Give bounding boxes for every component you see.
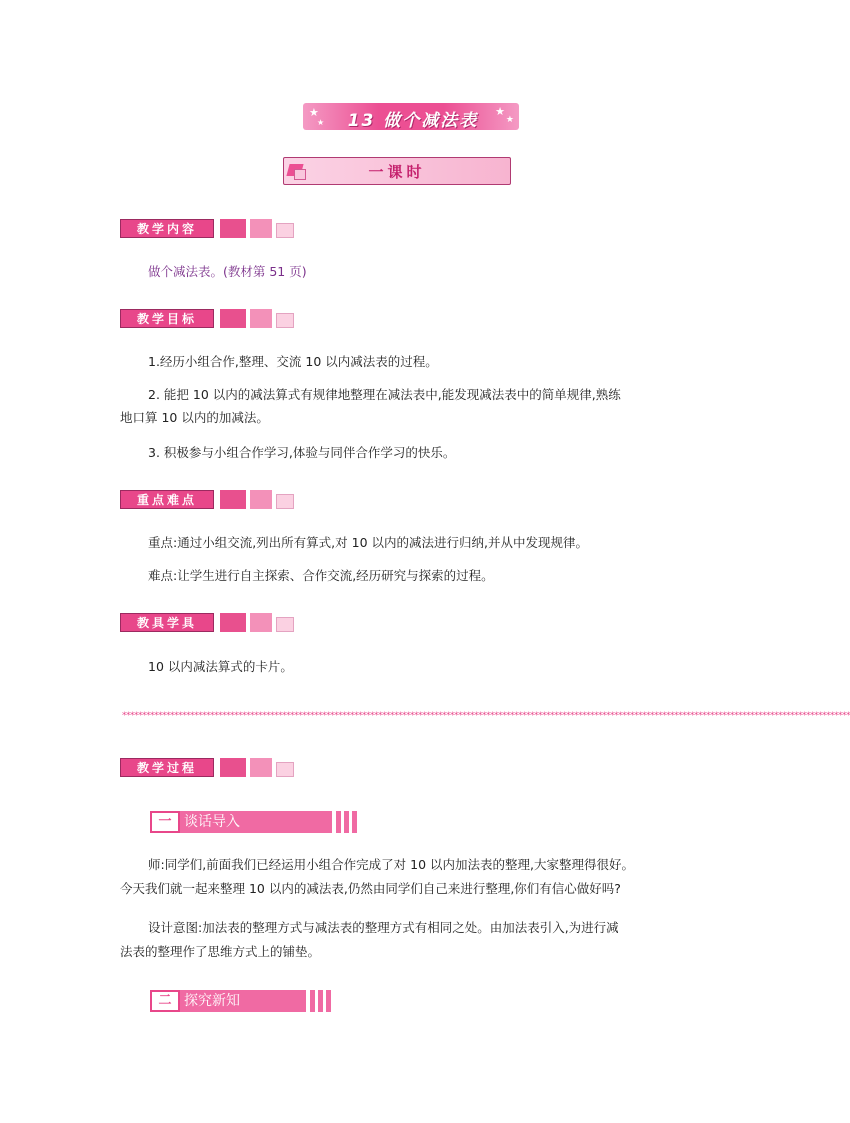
tools-text: 10 以内减法算式的卡片。: [148, 659, 293, 674]
section-label: 教具学具: [120, 613, 214, 632]
keypoint-item: 重点:通过小组交流,列出所有算式,对 10 以内的减法进行归纳,并从中发现规律。: [148, 535, 588, 550]
section-header-content: [120, 219, 214, 238]
decorative-square: [220, 613, 246, 632]
decorative-square: [220, 758, 246, 777]
content-text: 做个减法表。(教材第 51 页): [148, 264, 307, 279]
design-intent-text: 法表的整理作了思维方式上的铺垫。: [120, 944, 321, 959]
decorative-stripe: [318, 990, 323, 1012]
decorative-square: [250, 490, 272, 509]
section-label: 教学目标: [120, 309, 214, 328]
goal-item: 3. 积极参与小组合作学习,体验与同伴合作学习的快乐。: [148, 445, 456, 460]
decorative-square: [220, 309, 246, 328]
decorative-square: [276, 762, 294, 777]
decorative-stripe: [344, 811, 349, 833]
section-label: 重点难点: [120, 490, 214, 509]
star-icon: ★: [495, 105, 505, 118]
decorative-square: [276, 223, 294, 238]
decorative-square: [276, 617, 294, 632]
decorative-stripe: [336, 811, 341, 833]
decorative-square: [276, 313, 294, 328]
section-header-goals: [120, 309, 214, 328]
dotted-divider: **************************************************************************************************************************************************************************************: [122, 711, 850, 721]
decorative-square: [220, 490, 246, 509]
goal-item: 地口算 10 以内的加减法。: [120, 410, 269, 425]
decorative-square: [276, 494, 294, 509]
section-header-keypoints: [120, 490, 214, 509]
goal-item: 1.经历小组合作,整理、交流 10 以内减法表的过程。: [148, 354, 438, 369]
decorative-square: [250, 219, 272, 238]
step-title: 谈话导入: [180, 811, 332, 833]
class-period-label: 一课时: [368, 163, 426, 181]
section-label: 教学过程: [120, 758, 214, 777]
keypoint-item: 难点:让学生进行自主探索、合作交流,经历研究与探索的过程。: [148, 568, 494, 583]
class-period-box: [283, 157, 511, 185]
decorative-stripe: [352, 811, 357, 833]
lesson-number: 13: [347, 111, 376, 131]
star-icon: ★: [309, 106, 319, 119]
section-label: 教学内容: [120, 219, 214, 238]
step-text: 今天我们就一起来整理 10 以内的减法表,仍然由同学们自己来进行整理,你们有信心做好吗?: [120, 881, 621, 896]
decorative-stripe: [326, 990, 331, 1012]
goal-item: 2. 能把 10 以内的减法算式有规律地整理在减法表中,能发现减法表中的简单规律,熟练: [148, 387, 621, 402]
lesson-title-banner: [303, 103, 519, 130]
decorative-stripe: [310, 990, 315, 1012]
lesson-title: 做个减法表: [383, 111, 479, 131]
design-intent-text: 设计意图:加法表的整理方式与减法表的整理方式有相同之处。由加法表引入,为进行减: [148, 920, 619, 935]
step-title: 探究新知: [180, 990, 306, 1012]
decorative-square: [250, 758, 272, 777]
section-header-process: [120, 758, 214, 777]
star-icon: ★: [505, 115, 514, 125]
step-number: 一: [150, 811, 180, 833]
step-header-intro: [150, 811, 362, 833]
decorative-square: [220, 219, 246, 238]
decorative-square: [250, 613, 272, 632]
step-number: 二: [150, 990, 180, 1012]
decorative-square: [250, 309, 272, 328]
step-header-explore: [150, 990, 334, 1012]
step-text: 师:同学们,前面我们已经运用小组合作完成了对 10 以内加法表的整理,大家整理得很好。: [148, 857, 635, 872]
section-header-tools: [120, 613, 214, 632]
star-icon: ★: [317, 118, 325, 127]
